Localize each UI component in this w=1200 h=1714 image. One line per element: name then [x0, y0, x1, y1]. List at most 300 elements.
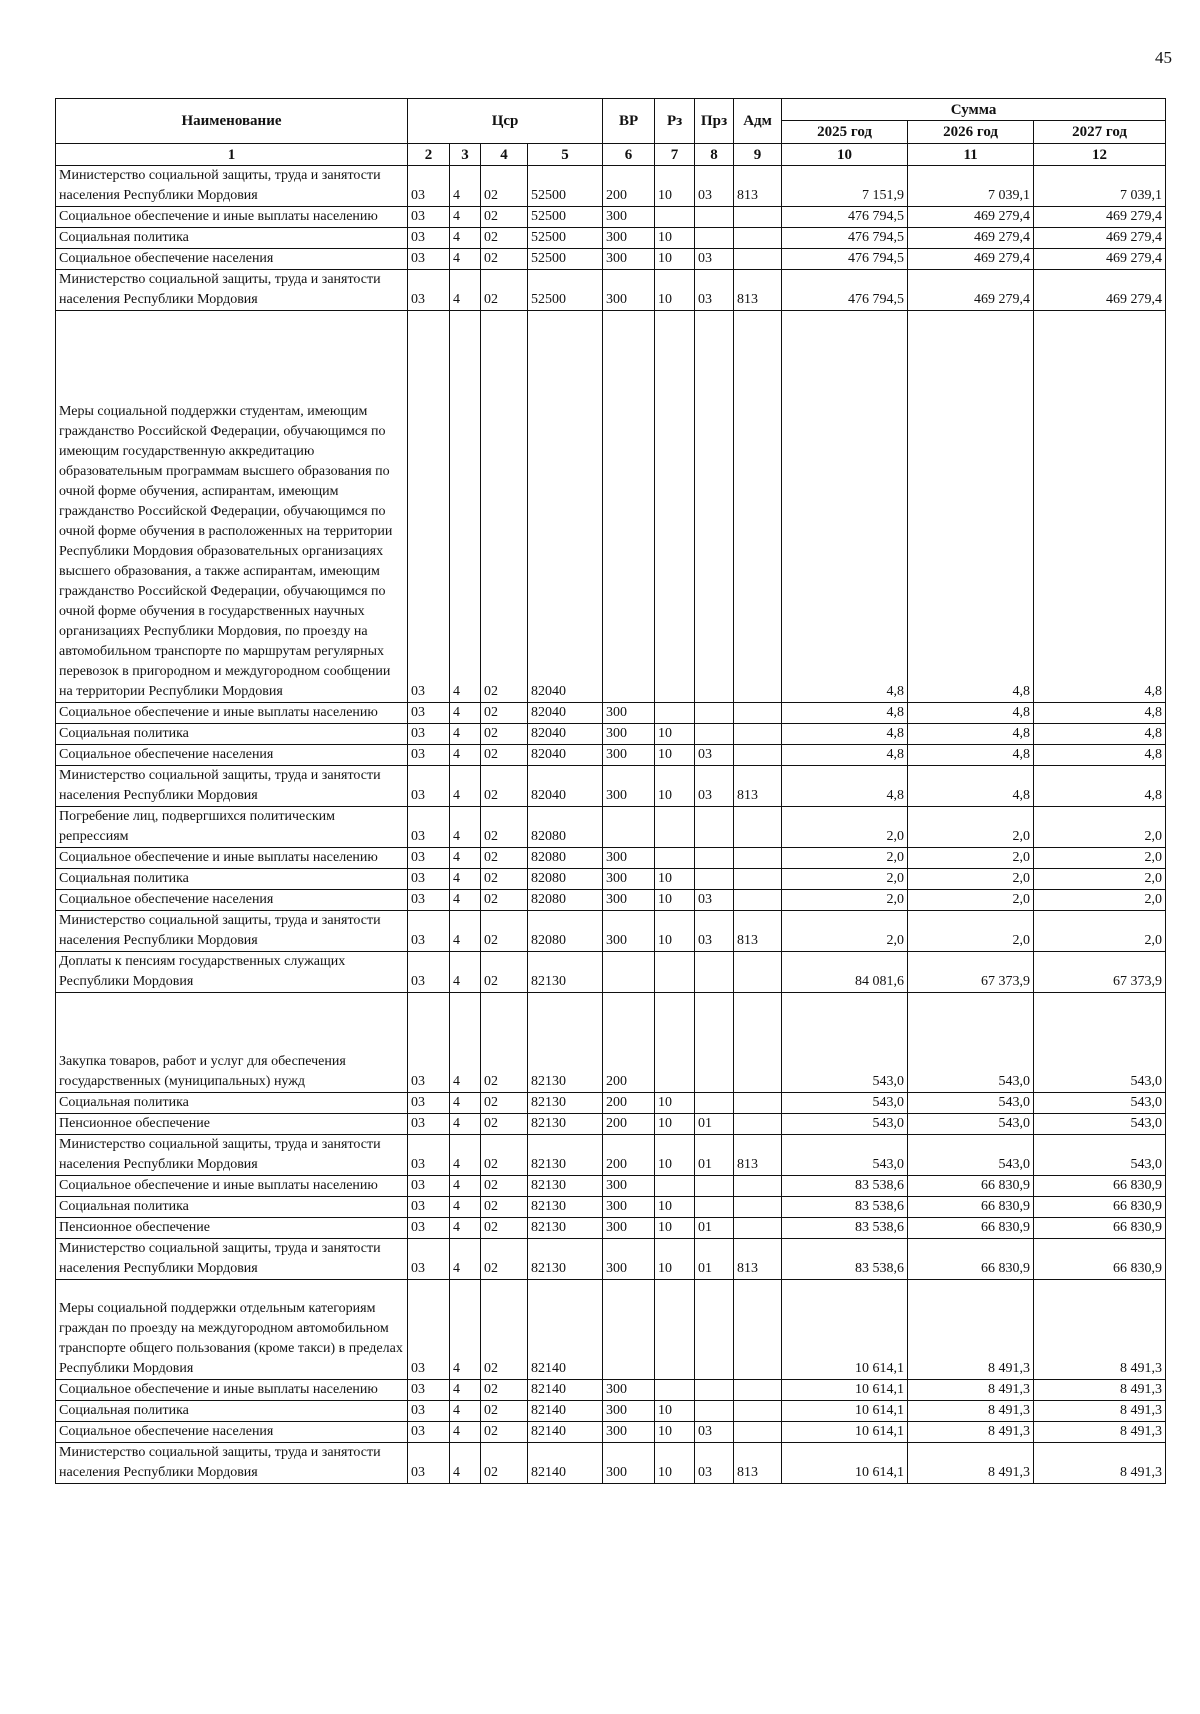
csr-part-3: 4 [450, 1380, 481, 1401]
csr-part-4: 02 [481, 1197, 528, 1218]
csr-part-4: 02 [481, 766, 528, 807]
vr-code: 300 [603, 228, 655, 249]
row-name: Социальное обеспечение и иные выплаты населению [56, 848, 408, 869]
row-name: Погребение лиц, подвергшихся политическим репрессиям [56, 807, 408, 848]
prz-code [695, 1380, 734, 1401]
column-number: 7 [655, 144, 695, 166]
csr-part-3: 4 [450, 952, 481, 993]
rz-code: 10 [655, 1197, 695, 1218]
csr-part-2: 03 [408, 1218, 450, 1239]
adm-code [734, 207, 782, 228]
adm-code [734, 848, 782, 869]
amount-2027: 8 491,3 [1034, 1443, 1166, 1484]
rz-code: 10 [655, 911, 695, 952]
adm-code: 813 [734, 1239, 782, 1280]
csr-part-3: 4 [450, 745, 481, 766]
adm-code [734, 807, 782, 848]
amount-2025: 83 538,6 [782, 1176, 908, 1197]
column-number: 1 [56, 144, 408, 166]
table-body [56, 166, 1166, 1484]
csr-part-2: 03 [408, 1135, 450, 1176]
prz-code [695, 1401, 734, 1422]
amount-2027: 66 830,9 [1034, 1218, 1166, 1239]
amount-2025: 543,0 [782, 1114, 908, 1135]
prz-code: 03 [695, 270, 734, 311]
amount-2026: 543,0 [908, 993, 1034, 1093]
prz-code: 03 [695, 249, 734, 270]
csr-part-4: 02 [481, 911, 528, 952]
row-name: Социальное обеспечение и иные выплаты населению [56, 207, 408, 228]
amount-2026: 4,8 [908, 745, 1034, 766]
row-name: Социальное обеспечение и иные выплаты населению [56, 703, 408, 724]
amount-2025: 543,0 [782, 993, 908, 1093]
csr-part-5: 82130 [528, 993, 603, 1093]
csr-part-5: 82140 [528, 1443, 603, 1484]
rz-code: 10 [655, 1422, 695, 1443]
amount-2027: 543,0 [1034, 1114, 1166, 1135]
amount-2027: 469 279,4 [1034, 207, 1166, 228]
header-year-2025: 2025 год [782, 121, 908, 144]
amount-2025: 4,8 [782, 745, 908, 766]
csr-part-4: 02 [481, 1093, 528, 1114]
header-rz: Рз [655, 99, 695, 144]
csr-part-2: 03 [408, 1176, 450, 1197]
adm-code [734, 1422, 782, 1443]
csr-part-4: 02 [481, 1239, 528, 1280]
csr-part-4: 02 [481, 249, 528, 270]
row-name: Социальная политика [56, 1093, 408, 1114]
row-name: Доплаты к пенсиям государственных служащих Республики Мордовия [56, 952, 408, 993]
csr-part-2: 03 [408, 890, 450, 911]
column-number: 12 [1034, 144, 1166, 166]
csr-part-4: 02 [481, 166, 528, 207]
csr-part-3: 4 [450, 270, 481, 311]
csr-part-4: 02 [481, 745, 528, 766]
table-row [56, 1176, 1166, 1197]
amount-2027: 469 279,4 [1034, 270, 1166, 311]
vr-code: 300 [603, 1443, 655, 1484]
csr-part-5: 82040 [528, 311, 603, 703]
csr-part-2: 03 [408, 1280, 450, 1380]
vr-code: 300 [603, 890, 655, 911]
csr-part-2: 03 [408, 1380, 450, 1401]
row-name: Социальное обеспечение населения [56, 745, 408, 766]
column-number: 6 [603, 144, 655, 166]
adm-code [734, 249, 782, 270]
row-name: Социальная политика [56, 1401, 408, 1422]
column-number: 10 [782, 144, 908, 166]
amount-2027: 8 491,3 [1034, 1380, 1166, 1401]
amount-2026: 2,0 [908, 807, 1034, 848]
header-prz: Прз [695, 99, 734, 144]
amount-2027: 67 373,9 [1034, 952, 1166, 993]
csr-part-2: 03 [408, 1093, 450, 1114]
vr-code [603, 807, 655, 848]
csr-part-5: 82080 [528, 890, 603, 911]
amount-2027: 2,0 [1034, 911, 1166, 952]
csr-part-5: 82130 [528, 952, 603, 993]
amount-2025: 2,0 [782, 848, 908, 869]
adm-code [734, 993, 782, 1093]
rz-code: 10 [655, 1135, 695, 1176]
csr-part-3: 4 [450, 1135, 481, 1176]
amount-2026: 543,0 [908, 1093, 1034, 1114]
table-row [56, 1422, 1166, 1443]
row-name: Министерство социальной защиты, труда и занятости населения Республики Мордовия [56, 1239, 408, 1280]
amount-2027: 4,8 [1034, 703, 1166, 724]
amount-2026: 2,0 [908, 911, 1034, 952]
row-name: Министерство социальной защиты, труда и занятости населения Республики Мордовия [56, 766, 408, 807]
prz-code [695, 724, 734, 745]
table-row [56, 745, 1166, 766]
csr-part-5: 82040 [528, 766, 603, 807]
table-row [56, 1443, 1166, 1484]
vr-code: 300 [603, 745, 655, 766]
rz-code: 10 [655, 1093, 695, 1114]
vr-code: 300 [603, 1197, 655, 1218]
prz-code: 03 [695, 1443, 734, 1484]
amount-2027: 2,0 [1034, 869, 1166, 890]
rz-code: 10 [655, 270, 695, 311]
csr-part-5: 82080 [528, 869, 603, 890]
adm-code: 813 [734, 911, 782, 952]
amount-2027: 543,0 [1034, 1093, 1166, 1114]
vr-code: 300 [603, 1218, 655, 1239]
table-row [56, 1135, 1166, 1176]
column-number: 3 [450, 144, 481, 166]
amount-2025: 2,0 [782, 807, 908, 848]
prz-code: 03 [695, 166, 734, 207]
amount-2025: 10 614,1 [782, 1422, 908, 1443]
rz-code: 10 [655, 1239, 695, 1280]
csr-part-4: 02 [481, 1280, 528, 1380]
csr-part-2: 03 [408, 766, 450, 807]
header-name: Наименование [56, 99, 408, 144]
table-row [56, 1218, 1166, 1239]
amount-2027: 469 279,4 [1034, 249, 1166, 270]
rz-code: 10 [655, 1401, 695, 1422]
vr-code: 200 [603, 166, 655, 207]
csr-part-3: 4 [450, 1114, 481, 1135]
csr-part-5: 82130 [528, 1239, 603, 1280]
amount-2027: 66 830,9 [1034, 1239, 1166, 1280]
column-number: 9 [734, 144, 782, 166]
rz-code: 10 [655, 1114, 695, 1135]
vr-code: 300 [603, 724, 655, 745]
header-adm: Адм [734, 99, 782, 144]
amount-2025: 2,0 [782, 869, 908, 890]
header-summa: Сумма [782, 99, 1166, 121]
csr-part-4: 02 [481, 952, 528, 993]
amount-2025: 84 081,6 [782, 952, 908, 993]
amount-2027: 4,8 [1034, 311, 1166, 703]
table-row [56, 1239, 1166, 1280]
prz-code: 03 [695, 745, 734, 766]
csr-part-4: 02 [481, 807, 528, 848]
amount-2025: 2,0 [782, 890, 908, 911]
csr-part-4: 02 [481, 1380, 528, 1401]
amount-2025: 543,0 [782, 1093, 908, 1114]
amount-2026: 543,0 [908, 1135, 1034, 1176]
amount-2026: 66 830,9 [908, 1218, 1034, 1239]
amount-2026: 66 830,9 [908, 1239, 1034, 1280]
header-vr: ВР [603, 99, 655, 144]
amount-2027: 4,8 [1034, 745, 1166, 766]
csr-part-3: 4 [450, 1443, 481, 1484]
page-number: 45 [1155, 48, 1172, 67]
csr-part-2: 03 [408, 228, 450, 249]
rz-code [655, 1176, 695, 1197]
rz-code: 10 [655, 1218, 695, 1239]
prz-code [695, 311, 734, 703]
amount-2026: 2,0 [908, 890, 1034, 911]
adm-code [734, 1197, 782, 1218]
prz-code [695, 1280, 734, 1380]
csr-part-3: 4 [450, 166, 481, 207]
row-name: Меры социальной поддержки отдельным категориям граждан по проезду на междугородном автомобильном транспорте общего пользования (кроме такси) в пределах Республики Мордовия [56, 1280, 408, 1380]
amount-2027: 2,0 [1034, 890, 1166, 911]
row-name: Социальная политика [56, 724, 408, 745]
amount-2025: 476 794,5 [782, 207, 908, 228]
prz-code [695, 848, 734, 869]
csr-part-2: 03 [408, 848, 450, 869]
csr-part-3: 4 [450, 1176, 481, 1197]
csr-part-4: 02 [481, 311, 528, 703]
table-row [56, 1093, 1166, 1114]
prz-code [695, 1093, 734, 1114]
row-name: Министерство социальной защиты, труда и занятости населения Республики Мордовия [56, 270, 408, 311]
vr-code: 300 [603, 270, 655, 311]
amount-2027: 2,0 [1034, 848, 1166, 869]
adm-code [734, 1114, 782, 1135]
rz-code: 10 [655, 228, 695, 249]
rz-code [655, 993, 695, 1093]
amount-2025: 83 538,6 [782, 1239, 908, 1280]
column-number: 5 [528, 144, 603, 166]
vr-code: 300 [603, 249, 655, 270]
amount-2027: 4,8 [1034, 766, 1166, 807]
csr-part-4: 02 [481, 1135, 528, 1176]
rz-code: 10 [655, 869, 695, 890]
amount-2027: 4,8 [1034, 724, 1166, 745]
prz-code: 03 [695, 890, 734, 911]
amount-2025: 10 614,1 [782, 1443, 908, 1484]
prz-code [695, 228, 734, 249]
header-csr: Цср [408, 99, 603, 144]
csr-part-2: 03 [408, 724, 450, 745]
rz-code: 10 [655, 724, 695, 745]
column-number: 4 [481, 144, 528, 166]
rz-code [655, 703, 695, 724]
adm-code [734, 1380, 782, 1401]
csr-part-2: 03 [408, 1197, 450, 1218]
csr-part-2: 03 [408, 311, 450, 703]
adm-code: 813 [734, 766, 782, 807]
row-name: Социальное обеспечение населения [56, 249, 408, 270]
table-row [56, 228, 1166, 249]
vr-code [603, 1280, 655, 1380]
prz-code [695, 807, 734, 848]
csr-part-5: 82130 [528, 1197, 603, 1218]
table-row [56, 1197, 1166, 1218]
prz-code: 01 [695, 1239, 734, 1280]
row-name: Меры социальной поддержки студентам, имеющим гражданство Российской Федерации, обучающимся по имеющим государственную аккредитацию образовательным программам высшего образования по очной форме обучения, аспирантам, имеющим гражданство Российской Федерации, обучающимся по очной форме обучения в расположенных на территории Республики Мордовия образовательных организациях высшего образования, а также аспирантам, имеющим гражданство Российской Федерации, обучающимся по очной форме обучения в государственных научных организациях Республики Мордовия, по проезду на автомобильном транспорте по маршрутам регулярных перевозок в пригородном и междугородном сообщении на территории Республики Мордовия [56, 311, 408, 703]
csr-part-5: 82040 [528, 703, 603, 724]
csr-part-5: 82140 [528, 1401, 603, 1422]
csr-part-4: 02 [481, 1401, 528, 1422]
csr-part-3: 4 [450, 766, 481, 807]
adm-code: 813 [734, 166, 782, 207]
rz-code [655, 207, 695, 228]
amount-2026: 8 491,3 [908, 1443, 1034, 1484]
csr-part-5: 82130 [528, 1135, 603, 1176]
adm-code [734, 745, 782, 766]
csr-part-3: 4 [450, 1218, 481, 1239]
csr-part-3: 4 [450, 993, 481, 1093]
csr-part-2: 03 [408, 270, 450, 311]
vr-code: 300 [603, 1380, 655, 1401]
csr-part-5: 52500 [528, 207, 603, 228]
amount-2026: 4,8 [908, 311, 1034, 703]
adm-code: 813 [734, 1135, 782, 1176]
table-row [56, 1380, 1166, 1401]
amount-2025: 10 614,1 [782, 1280, 908, 1380]
csr-part-2: 03 [408, 1239, 450, 1280]
amount-2026: 469 279,4 [908, 207, 1034, 228]
csr-part-5: 52500 [528, 270, 603, 311]
rz-code [655, 952, 695, 993]
rz-code: 10 [655, 890, 695, 911]
amount-2025: 476 794,5 [782, 270, 908, 311]
row-name: Министерство социальной защиты, труда и занятости населения Республики Мордовия [56, 166, 408, 207]
csr-part-2: 03 [408, 1422, 450, 1443]
csr-part-5: 82080 [528, 848, 603, 869]
table-row [56, 911, 1166, 952]
rz-code [655, 1280, 695, 1380]
rz-code: 10 [655, 766, 695, 807]
row-name: Министерство социальной защиты, труда и занятости населения Республики Мордовия [56, 1443, 408, 1484]
csr-part-2: 03 [408, 166, 450, 207]
vr-code: 300 [603, 1176, 655, 1197]
csr-part-2: 03 [408, 993, 450, 1093]
csr-part-2: 03 [408, 249, 450, 270]
row-name: Социальная политика [56, 228, 408, 249]
vr-code: 300 [603, 1401, 655, 1422]
column-number: 11 [908, 144, 1034, 166]
csr-part-3: 4 [450, 1401, 481, 1422]
adm-code [734, 1218, 782, 1239]
csr-part-5: 82140 [528, 1380, 603, 1401]
prz-code [695, 703, 734, 724]
adm-code [734, 1093, 782, 1114]
row-name: Социальное обеспечение и иные выплаты населению [56, 1176, 408, 1197]
amount-2026: 4,8 [908, 703, 1034, 724]
csr-part-3: 4 [450, 1239, 481, 1280]
adm-code [734, 952, 782, 993]
adm-code [734, 724, 782, 745]
table-row [56, 869, 1166, 890]
prz-code: 01 [695, 1114, 734, 1135]
amount-2026: 4,8 [908, 766, 1034, 807]
csr-part-2: 03 [408, 869, 450, 890]
csr-part-5: 82140 [528, 1280, 603, 1380]
adm-code [734, 890, 782, 911]
amount-2026: 4,8 [908, 724, 1034, 745]
vr-code: 300 [603, 869, 655, 890]
vr-code: 200 [603, 1135, 655, 1176]
rz-code: 10 [655, 249, 695, 270]
csr-part-3: 4 [450, 228, 481, 249]
adm-code [734, 311, 782, 703]
amount-2025: 4,8 [782, 703, 908, 724]
prz-code [695, 869, 734, 890]
csr-part-3: 4 [450, 1422, 481, 1443]
vr-code: 300 [603, 207, 655, 228]
vr-code: 200 [603, 1093, 655, 1114]
csr-part-5: 52500 [528, 249, 603, 270]
column-numbers-row [56, 144, 1166, 166]
csr-part-4: 02 [481, 228, 528, 249]
amount-2025: 4,8 [782, 766, 908, 807]
amount-2025: 4,8 [782, 724, 908, 745]
amount-2025: 4,8 [782, 311, 908, 703]
csr-part-5: 82040 [528, 745, 603, 766]
csr-part-3: 4 [450, 1280, 481, 1380]
vr-code: 300 [603, 1422, 655, 1443]
table-row [56, 848, 1166, 869]
vr-code: 300 [603, 703, 655, 724]
amount-2025: 10 614,1 [782, 1380, 908, 1401]
prz-code: 03 [695, 766, 734, 807]
rz-code [655, 311, 695, 703]
amount-2025: 10 614,1 [782, 1401, 908, 1422]
csr-part-4: 02 [481, 1218, 528, 1239]
table-row [56, 703, 1166, 724]
amount-2027: 8 491,3 [1034, 1280, 1166, 1380]
csr-part-4: 02 [481, 1422, 528, 1443]
table-row [56, 249, 1166, 270]
budget-table [55, 98, 1166, 1484]
csr-part-5: 82130 [528, 1114, 603, 1135]
row-name: Социальная политика [56, 869, 408, 890]
prz-code [695, 993, 734, 1093]
csr-part-4: 02 [481, 993, 528, 1093]
adm-code [734, 703, 782, 724]
row-name: Пенсионное обеспечение [56, 1114, 408, 1135]
csr-part-3: 4 [450, 1197, 481, 1218]
table-header [56, 99, 1166, 166]
table-row [56, 807, 1166, 848]
column-number: 8 [695, 144, 734, 166]
amount-2026: 8 491,3 [908, 1380, 1034, 1401]
csr-part-4: 02 [481, 207, 528, 228]
table-row [56, 207, 1166, 228]
adm-code [734, 1401, 782, 1422]
csr-part-5: 82080 [528, 807, 603, 848]
rz-code: 10 [655, 745, 695, 766]
table-row [56, 1114, 1166, 1135]
vr-code: 300 [603, 848, 655, 869]
row-name: Пенсионное обеспечение [56, 1218, 408, 1239]
csr-part-4: 02 [481, 270, 528, 311]
amount-2026: 469 279,4 [908, 249, 1034, 270]
csr-part-4: 02 [481, 869, 528, 890]
amount-2026: 2,0 [908, 869, 1034, 890]
adm-code [734, 1280, 782, 1380]
amount-2027: 543,0 [1034, 1135, 1166, 1176]
amount-2027: 7 039,1 [1034, 166, 1166, 207]
rz-code [655, 807, 695, 848]
